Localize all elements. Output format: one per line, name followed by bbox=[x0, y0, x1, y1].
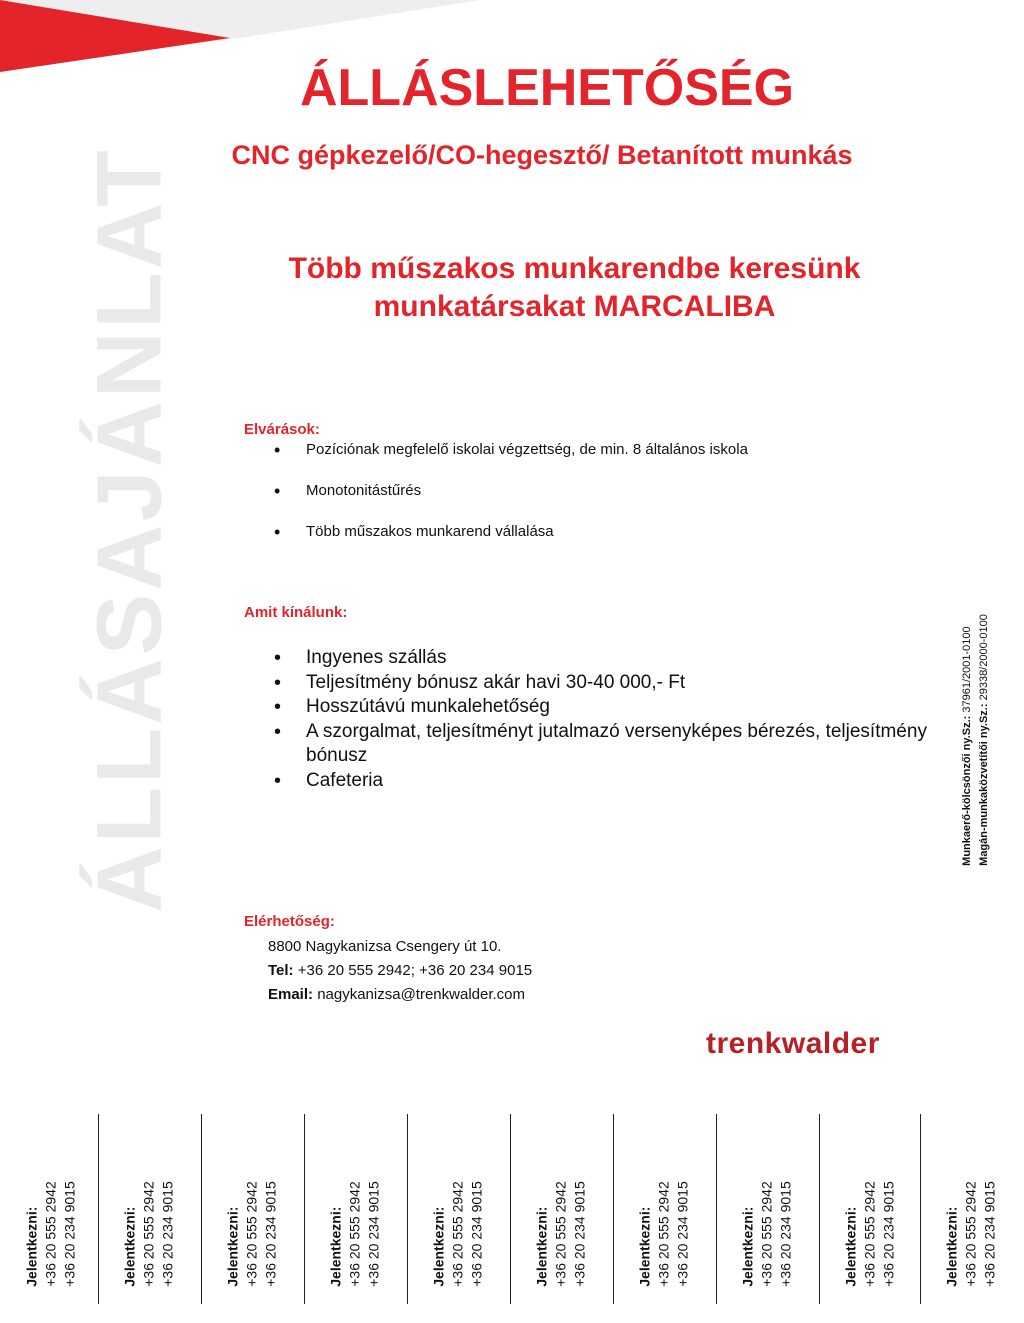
legal-line-1-label: Munkaerő-kölcsönzői ny.Sz.: bbox=[961, 715, 973, 866]
tear-tab[interactable] bbox=[613, 1114, 716, 1304]
tear-tab-label: Jelentkezni: bbox=[842, 1206, 859, 1287]
tear-tab-label: Jelentkezni: bbox=[23, 1206, 40, 1287]
tear-tab-phone-2: +36 20 234 9015 bbox=[571, 1181, 588, 1287]
tear-tab-label: Jelentkezni: bbox=[121, 1206, 138, 1287]
tear-tab[interactable] bbox=[819, 1114, 922, 1304]
tear-divider bbox=[201, 1114, 202, 1304]
phone-label: Tel: bbox=[268, 962, 294, 979]
tear-tab-phone-2: +36 20 234 9015 bbox=[159, 1181, 176, 1287]
headline-line-1: Több műszakos munkarendbe keresünk bbox=[288, 252, 861, 285]
tear-off-tabs bbox=[0, 1114, 1024, 1304]
requirement-item: • Monotonitástűrés bbox=[244, 481, 864, 522]
tear-tab-phone-1: +36 20 555 2942 bbox=[346, 1181, 363, 1287]
tear-tab-text bbox=[121, 1181, 178, 1287]
contact-email-row bbox=[268, 983, 532, 1007]
requirements-label: Elvárások: bbox=[244, 421, 320, 438]
tear-tab-label: Jelentkezni: bbox=[327, 1206, 344, 1287]
contact-phone-row bbox=[268, 959, 532, 983]
tear-divider bbox=[613, 1114, 614, 1304]
tear-tab[interactable] bbox=[407, 1114, 510, 1304]
contact-phone[interactable]: +36 20 555 2942; +36 20 234 9015 bbox=[297, 962, 533, 979]
tear-divider bbox=[510, 1114, 511, 1304]
job-subtitle: CNC gépkezelő/CO-hegesztő/ Betanított munkás bbox=[231, 140, 853, 170]
tear-tab-text bbox=[739, 1181, 796, 1287]
offer-list bbox=[244, 646, 1004, 793]
tear-tab-phone-2: +36 20 234 9015 bbox=[262, 1181, 279, 1287]
tear-tab-text bbox=[224, 1181, 281, 1287]
legal-line-1-value: 37961/2001-0100 bbox=[961, 626, 973, 713]
tear-tab-text bbox=[842, 1181, 899, 1287]
tear-tab-text bbox=[636, 1181, 693, 1287]
requirements-list bbox=[244, 440, 864, 563]
tear-divider bbox=[716, 1114, 717, 1304]
tear-divider bbox=[407, 1114, 408, 1304]
legal-line-2-value: 29338/2000-0100 bbox=[978, 614, 990, 701]
tear-tab[interactable] bbox=[920, 1114, 1023, 1304]
tear-divider bbox=[920, 1114, 921, 1304]
tear-tab[interactable] bbox=[304, 1114, 407, 1304]
headline-line-2: munkatársakat MARCALIBA bbox=[373, 290, 776, 323]
tear-tab[interactable] bbox=[201, 1114, 304, 1304]
tear-divider bbox=[819, 1114, 820, 1304]
tear-tab-label: Jelentkezni: bbox=[533, 1206, 550, 1287]
tear-tab-phone-2: +36 20 234 9015 bbox=[981, 1181, 998, 1287]
tear-tab-label: Jelentkezni: bbox=[430, 1206, 447, 1287]
contact-address: 8800 Nagykanizsa Csengery út 10. bbox=[268, 938, 502, 955]
tear-divider bbox=[98, 1114, 99, 1304]
tear-tab-phone-2: +36 20 234 9015 bbox=[674, 1181, 691, 1287]
tear-tab[interactable] bbox=[0, 1114, 103, 1304]
watermark-text: ÁLLÁSAJÁNLAT bbox=[78, 147, 181, 913]
requirement-item: • Pozíciónak megfelelő iskolai végzettség, de min. 8 általános iskola bbox=[244, 440, 864, 481]
tear-tab-phone-2: +36 20 234 9015 bbox=[880, 1181, 897, 1287]
offer-item: • Cafeteria bbox=[244, 769, 1004, 794]
tear-tab-phone-1: +36 20 555 2942 bbox=[758, 1181, 775, 1287]
tear-tab-text bbox=[533, 1181, 590, 1287]
legal-line-2 bbox=[976, 614, 993, 866]
requirement-item: • Több műszakos munkarend vállalása bbox=[244, 522, 864, 563]
legal-line-1 bbox=[959, 614, 976, 866]
tear-tab[interactable] bbox=[98, 1114, 201, 1304]
trenkwalder-logo: trenkwalder bbox=[706, 1027, 880, 1060]
tear-tab-phone-1: +36 20 555 2942 bbox=[861, 1181, 878, 1287]
tear-tab-phone-2: +36 20 234 9015 bbox=[777, 1181, 794, 1287]
offer-item: • Teljesítmény bónusz akár havi 30-40 000,- Ft bbox=[244, 671, 1004, 696]
legal-line-2-label: Magán-munkaközvetítői ny.Sz.: bbox=[978, 703, 990, 866]
tear-tab-phone-2: +36 20 234 9015 bbox=[61, 1181, 78, 1287]
legal-registration bbox=[959, 614, 993, 866]
tear-tab-text bbox=[327, 1181, 384, 1287]
offer-item: • Ingyenes szállás bbox=[244, 646, 1004, 671]
page-title: ÁLLÁSLEHETŐSÉG bbox=[299, 59, 795, 117]
tear-tab-phone-2: +36 20 234 9015 bbox=[365, 1181, 382, 1287]
tear-tab[interactable] bbox=[716, 1114, 819, 1304]
tear-tab-phone-1: +36 20 555 2942 bbox=[655, 1181, 672, 1287]
tear-tab-label: Jelentkezni: bbox=[636, 1206, 653, 1287]
offer-label: Amit kínálunk: bbox=[244, 604, 348, 621]
tear-tab-phone-1: +36 20 555 2942 bbox=[42, 1181, 59, 1287]
contact-label: Elérhetőség: bbox=[244, 913, 335, 930]
tear-tab-label: Jelentkezni: bbox=[739, 1206, 756, 1287]
tear-tab-phone-1: +36 20 555 2942 bbox=[449, 1181, 466, 1287]
contact-email[interactable]: nagykanizsa@trenkwalder.com bbox=[317, 986, 526, 1003]
tear-tab-phone-1: +36 20 555 2942 bbox=[962, 1181, 979, 1287]
tear-tab-text bbox=[23, 1181, 80, 1287]
offer-item: • Hosszútávú munkalehetőség bbox=[244, 695, 1004, 720]
tear-tab-label: Jelentkezni: bbox=[224, 1206, 241, 1287]
tear-tab-label: Jelentkezni: bbox=[943, 1206, 960, 1287]
tear-tab-text bbox=[430, 1181, 487, 1287]
tear-divider bbox=[304, 1114, 305, 1304]
email-label: Email: bbox=[268, 986, 314, 1003]
contact-block bbox=[268, 935, 532, 1007]
tear-tab-text bbox=[943, 1181, 1000, 1287]
tear-tab-phone-1: +36 20 555 2942 bbox=[140, 1181, 157, 1287]
tear-tab-phone-1: +36 20 555 2942 bbox=[243, 1181, 260, 1287]
offer-item: • A szorgalmat, teljesítményt jutalmazó versenyképes bérezés, teljesítmény bónusz bbox=[244, 720, 1004, 769]
tear-tab[interactable] bbox=[510, 1114, 613, 1304]
tear-tab-phone-2: +36 20 234 9015 bbox=[468, 1181, 485, 1287]
headline bbox=[0, 250, 1024, 326]
tear-tab-phone-1: +36 20 555 2942 bbox=[552, 1181, 569, 1287]
